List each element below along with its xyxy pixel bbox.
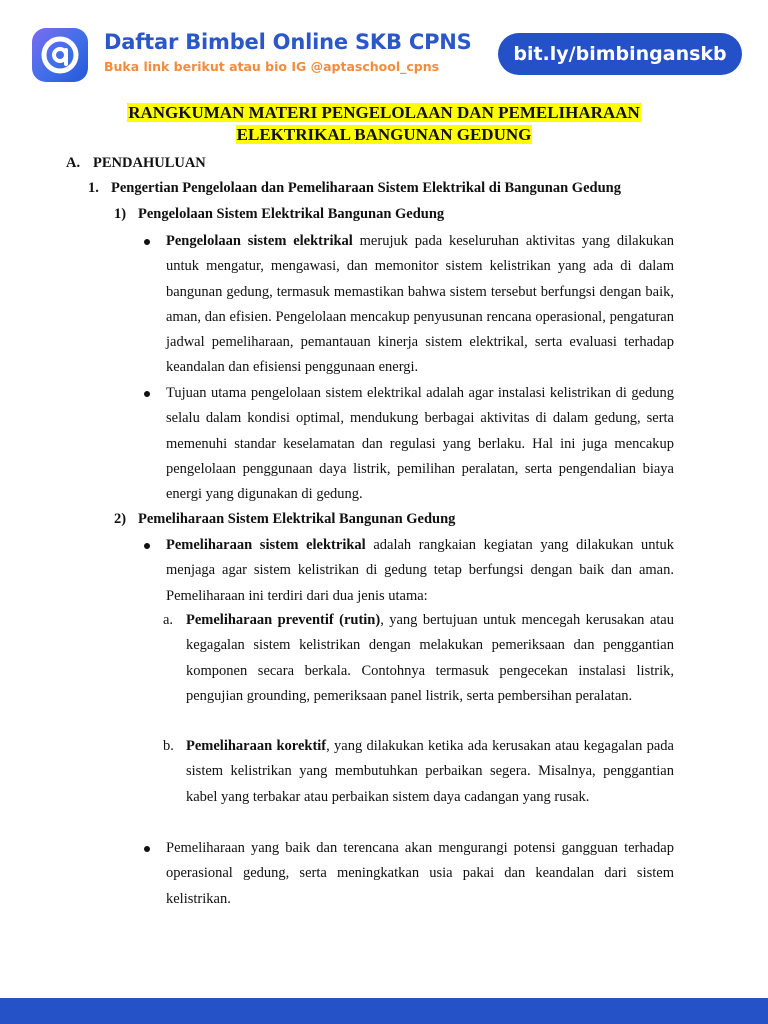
list-marker-a: a.	[163, 612, 174, 628]
header-subtitle: Buka link berikut atau bio IG @aptaschool_cpns	[104, 59, 440, 74]
part2-bullet1-text: adalah rangkaian kegiatan yang dilakukan untuk menjaga agar sistem kelistrikan di gedung tetap berfungsi dengan baik dan aman. Pemeliharaan ini terdiri dari dua jenis utama:	[166, 537, 674, 604]
preventive-maintenance-text: , yang bertujuan untuk mencegah kerusakan atau kegagalan sistem kelistrikan dengan melakukan pemeriksaan dan penggantian komponen secara berkala. Contohnya termasuk pengecekan instalasi listrik, pengujian grounding, pemeriksaan panel listrik, serta pembersihan peralatan.	[186, 612, 674, 704]
part2-bullet1-lead: Pemeliharaan sistem elektrikal	[166, 537, 366, 553]
bullet-icon	[144, 391, 150, 397]
part1-bullet1	[166, 229, 674, 381]
part1-marker: 1)	[114, 206, 127, 222]
preventive-maintenance-lead: Pemeliharaan preventif (rutin)	[186, 612, 381, 628]
registration-link-button[interactable]: bit.ly/bimbinganskb	[498, 33, 742, 75]
part2-heading: Pemeliharaan Sistem Elektrikal Bangunan Gedung	[138, 511, 456, 527]
part1-bullet1-lead: Pengelolaan sistem elektrikal	[166, 233, 353, 249]
corrective-maintenance-lead: Pemeliharaan korektif	[186, 738, 327, 754]
document-title-line2: ELEKTRIKAL BANGUNAN GEDUNG	[236, 125, 532, 144]
app-logo	[32, 28, 88, 82]
part1-heading: Pengelolaan Sistem Elektrikal Bangunan Gedung	[138, 206, 445, 222]
header-title: Daftar Bimbel Online SKB CPNS	[104, 30, 472, 54]
document-title-line1: RANGKUMAN MATERI PENGELOLAAN DAN PEMELIHARAAN	[128, 103, 640, 122]
logo-icon	[32, 28, 88, 82]
bullet-icon	[144, 543, 150, 549]
part2-bullet1	[166, 533, 674, 609]
section-heading: PENDAHULUAN	[93, 155, 206, 171]
corrective-maintenance-text: , yang dilakukan ketika ada kerusakan atau kegagalan pada sistem kelistrikan yang membutuhkan perbaikan segera. Misalnya, penggantian kabel yang terbakar atau perbaikan sistem daya cadangan yang rusak.	[186, 738, 674, 805]
corrective-maintenance-item	[186, 734, 674, 810]
section-marker: A.	[66, 155, 81, 171]
bullet-icon	[144, 239, 150, 245]
part2-bullet2: Pemeliharaan yang baik dan terencana akan mengurangi potensi gangguan terhadap operasional gedung, serta meningkatkan usia pakai dan keandalan dari sistem kelistrikan.	[166, 840, 674, 907]
subsection-marker: 1.	[88, 180, 99, 196]
part1-bullet2: Tujuan utama pengelolaan sistem elektrikal adalah agar instalasi kelistrikan di gedung selalu dalam kondisi optimal, mendukung berbagai aktivitas di dalam gedung, serta memenuhi standar keselamatan dan regulasi yang berlaku. Hal ini juga mencakup pengelolaan penggunaan daya listrik, pemilihan peralatan, serta pengendalian biaya energi yang digunakan di gedung.	[166, 385, 674, 503]
part2-marker: 2)	[114, 511, 127, 527]
part1-bullet1-text: merujuk pada keseluruhan aktivitas yang dilakukan untuk mengatur, mengawasi, dan memonitor sistem kelistrikan yang ada di dalam bangunan gedung, termasuk memastikan bahwa sistem tersebut berfungsi dengan baik, aman, dan efisien. Pengelolaan mencakup penyusunan rencana operasional, pengaturan jadwal pemeliharaan, pemantauan kinerja sistem elektrikal, serta evaluasi terhadap keandalan dan efisiensi penggunaan energi.	[166, 233, 675, 376]
preventive-maintenance-item	[186, 608, 674, 709]
subsection-heading: Pengertian Pengelolaan dan Pemeliharaan Sistem Elektrikal di Bangunan Gedung	[111, 180, 621, 196]
list-marker-b: b.	[163, 738, 174, 754]
bullet-icon	[144, 846, 150, 852]
footer-bar	[0, 998, 768, 1024]
document-title	[0, 102, 768, 146]
